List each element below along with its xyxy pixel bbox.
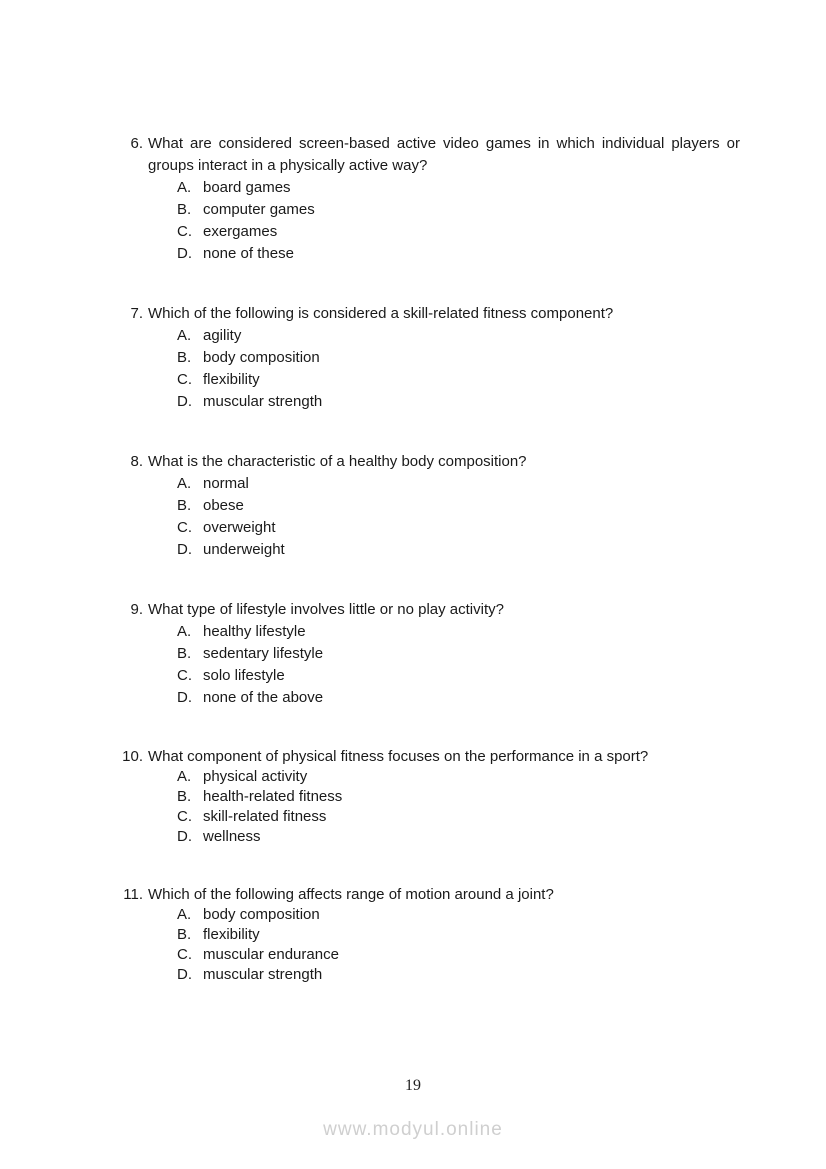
option-letter: C. — [177, 223, 192, 240]
option-d — [177, 687, 748, 709]
question-9 — [104, 599, 748, 709]
question-11 — [104, 885, 748, 985]
option-d — [177, 391, 748, 413]
option-text: underweight — [203, 541, 285, 558]
option-b — [177, 925, 748, 945]
question-row — [104, 451, 748, 473]
option-text: agility — [203, 327, 242, 344]
question-text: Which of the following is considered a skill-related fitness component? — [148, 305, 614, 322]
option-letter: A. — [177, 327, 192, 344]
option-d — [177, 243, 748, 265]
question-number: 9. — [130, 601, 143, 618]
option-letter: D. — [177, 393, 192, 410]
option-letter: D. — [177, 541, 192, 558]
option-letter: D. — [177, 245, 192, 262]
option-d — [177, 827, 748, 847]
option-text: overweight — [203, 519, 276, 536]
option-text: none of the above — [203, 689, 324, 706]
question-text: What type of lifestyle involves little or no play activity? — [148, 601, 504, 618]
question-row — [104, 303, 748, 325]
option-letter: C. — [177, 371, 192, 388]
question-8 — [104, 451, 748, 561]
option-letter: B. — [177, 788, 192, 805]
question-number: 11. — [123, 886, 143, 903]
option-text: flexibility — [203, 371, 260, 388]
option-letter: A. — [177, 179, 192, 196]
option-letter: A. — [177, 623, 192, 640]
option-text: body composition — [203, 349, 320, 366]
option-text: muscular strength — [203, 966, 323, 983]
option-text: health-related fitness — [203, 788, 343, 805]
option-b — [177, 495, 748, 517]
question-number: 10. — [122, 748, 143, 765]
question-number: 7. — [130, 305, 143, 322]
question-number: 6. — [130, 135, 143, 152]
option-text: solo lifestyle — [203, 667, 285, 684]
option-letter: B. — [177, 201, 192, 218]
option-letter: C. — [177, 519, 192, 536]
option-text: wellness — [203, 828, 261, 845]
option-letter: D. — [177, 828, 192, 845]
option-letter: B. — [177, 349, 192, 366]
question-row — [104, 747, 748, 767]
option-b — [177, 643, 748, 665]
question-number: 8. — [130, 453, 143, 470]
option-c — [177, 665, 748, 687]
question-6 — [104, 133, 748, 265]
option-text: flexibility — [203, 926, 260, 943]
option-a — [177, 325, 748, 347]
option-a — [177, 177, 748, 199]
question-text: What are considered screen-based active video games in which individual players or groups interact in a physically active way? — [148, 135, 740, 174]
option-d — [177, 539, 748, 561]
option-letter: C. — [177, 946, 192, 963]
option-letter: B. — [177, 926, 192, 943]
option-d — [177, 965, 748, 985]
option-text: muscular endurance — [203, 946, 339, 963]
option-a — [177, 905, 748, 925]
page-number: 19 — [405, 1077, 421, 1094]
question-row — [104, 599, 748, 621]
option-text: muscular strength — [203, 393, 323, 410]
option-text: healthy lifestyle — [203, 623, 306, 640]
option-letter: C. — [177, 667, 192, 684]
option-text: obese — [203, 497, 244, 514]
option-text: none of these — [203, 245, 294, 262]
option-a — [177, 473, 748, 495]
question-text: Which of the following affects range of motion around a joint? — [148, 886, 554, 903]
option-letter: D. — [177, 689, 192, 706]
option-letter: A. — [177, 906, 192, 923]
option-letter: D. — [177, 966, 192, 983]
question-10 — [104, 747, 748, 847]
option-letter: B. — [177, 497, 192, 514]
option-text: computer games — [203, 201, 315, 218]
option-letter: B. — [177, 645, 192, 662]
option-letter: A. — [177, 768, 192, 785]
question-row — [104, 133, 748, 177]
option-text: skill-related fitness — [203, 808, 327, 825]
option-b — [177, 787, 748, 807]
option-c — [177, 517, 748, 539]
question-text: What is the characteristic of a healthy body composition? — [148, 453, 527, 470]
option-b — [177, 347, 748, 369]
option-c — [177, 221, 748, 243]
option-c — [177, 369, 748, 391]
watermark: www.modyul.online — [323, 1119, 503, 1140]
option-text: board games — [203, 179, 291, 196]
option-text: sedentary lifestyle — [203, 645, 324, 662]
option-text: normal — [203, 475, 249, 492]
option-c — [177, 807, 748, 827]
option-c — [177, 945, 748, 965]
option-a — [177, 621, 748, 643]
question-list — [104, 133, 748, 1023]
option-b — [177, 199, 748, 221]
option-a — [177, 767, 748, 787]
option-text: body composition — [203, 906, 320, 923]
question-7 — [104, 303, 748, 413]
question-text: What component of physical fitness focuses on the performance in a sport? — [148, 748, 649, 765]
option-text: exergames — [203, 223, 278, 240]
option-letter: A. — [177, 475, 192, 492]
option-text: physical activity — [203, 768, 308, 785]
question-row — [104, 885, 748, 905]
option-letter: C. — [177, 808, 192, 825]
